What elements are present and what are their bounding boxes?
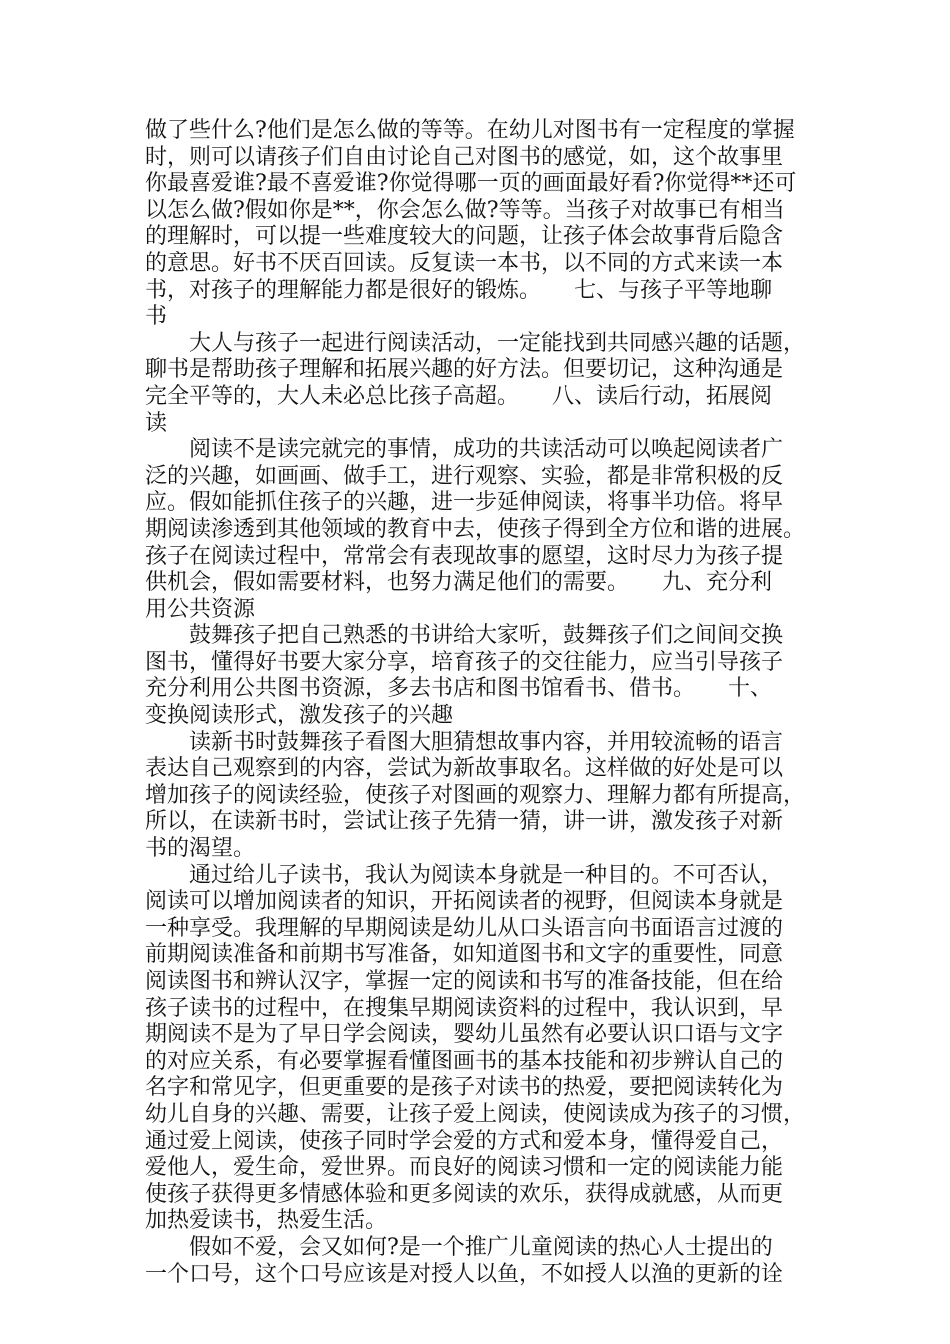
text-line: 阅读可以增加阅读者的知识，开拓阅读者的视野，但阅读本身就是 [145,889,784,915]
text-line: 的意思。好书不厌百回读。反复读一本书，以不同的方式来读一本 [145,250,784,276]
text-line: 的对应关系，有必要掌握看懂图画书的基本技能和初步辨认自己的 [145,1048,784,1074]
text-line: 阅读不是读完就完的事情，成功的共读活动可以唤起阅读者广 [145,437,784,463]
text-line: 你最喜爱谁?最不喜爱谁?你觉得哪一页的画面最好看?你觉得**还可 [145,171,797,197]
text-line: 通过给儿子读书，我认为阅读本身就是一种目的。不可否认， [145,862,784,888]
text-line: 的理解时，可以提一些难度较大的问题，让孩子体会故事背后隐含 [145,224,784,250]
text-line: 泛的兴趣，如画画、做手工，进行观察、实验，都是非常积极的反 [145,463,784,489]
text-line: 用公共资源 [145,596,256,622]
text-line: 读 [145,410,168,436]
text-line: 名字和常见字，但更重要的是孩子对读书的热爱，要把阅读转化为 [145,1075,784,1101]
text-line: 一个口号，这个口号应该是对授人以鱼，不如授人以渔的更新的诠 [145,1261,784,1287]
text-line: 大人与孩子一起进行阅读活动，一定能找到共同感兴趣的话题， [145,330,806,356]
text-line: 时，则可以请孩子们自由讨论自己对图书的感觉，如，这个故事里 [145,144,784,170]
text-line: 加热爱读书，热爱生活。 [145,1208,388,1234]
text-line: 通过爱上阅读，使孩子同时学会爱的方式和爱本身，懂得爱自己， [145,1128,784,1154]
text-line: 增加孩子的阅读经验，使孩子对图画的观察力、理解力都有所提高， [145,782,806,808]
text-line: 使孩子获得更多情感体验和更多阅读的欢乐，获得成就感，从而更 [145,1181,784,1207]
text-line: 孩子读书的过程中，在搜集早期阅读资料的过程中，我认识到，早 [145,995,784,1021]
text-line: 书 [145,304,168,330]
text-line: 表达自己观察到的内容，尝试为新故事取名。这样做的好处是可以 [145,756,784,782]
text-line: 幼儿自身的兴趣、需要，让孩子爱上阅读，使阅读成为孩子的习惯， [145,1101,806,1127]
text-line: 鼓舞孩子把自己熟悉的书讲给大家听，鼓舞孩子们之间间交换 [145,623,784,649]
text-line: 阅读图书和辨认汉字，掌握一定的阅读和书写的准备技能，但在给 [145,969,784,994]
text-line: 供机会，假如需要材料，也努力满足他们的需要。 九、充分利 [145,570,773,596]
text-line: 期阅读不是为了早日学会阅读，婴幼儿虽然有必要认识口语与文字 [145,1022,784,1048]
text-line: 变换阅读形式，激发孩子的兴趣 [145,703,454,729]
text-line: 所以，在读新书时，尝试让孩子先猜一猜，讲一讲，激发孩子对新 [145,809,784,835]
text-line: 应。假如能抓住孩子的兴趣，进一步延伸阅读，将事半功倍。将早 [145,490,784,516]
text-line: 充分利用公共图书资源，多去书店和图书馆看书、借书。 十、 [145,676,773,702]
text-line: 期阅读渗透到其他领域的教育中去，使孩子得到全方位和谐的进展。 [145,516,806,542]
text-line: 书，对孩子的理解能力都是很好的锻炼。 七、与孩子平等地聊 [145,277,773,303]
text-line: 孩子在阅读过程中，常常会有表现故事的愿望，这时尽力为孩子提 [145,543,784,569]
text-line: 假如不爱，会又如何?是一个推广儿童阅读的热心人士提出的 [145,1234,773,1260]
text-line: 一种享受。我理解的早期阅读是幼儿从口头语言向书面语言过渡的 [145,915,784,941]
text-line: 以怎么做?假如你是**，你会怎么做?等等。当孩子对故事已有相当 [145,197,785,223]
text-line: 爱他人，爱生命，爱世界。而良好的阅读习惯和一定的阅读能力能 [145,1155,784,1181]
text-line: 做了些什么?他们是怎么做的等等。在幼儿对图书有一定程度的掌握 [145,118,795,143]
text-line: 完全平等的，大人未必总比孩子高超。 八、读后行动，拓展阅 [145,383,773,409]
text-line: 书的渴望。 [145,836,256,862]
body-text [145,118,810,1288]
text-line: 读新书时鼓舞孩子看图大胆猜想故事内容，并用较流畅的语言 [145,729,784,755]
text-line: 聊书是帮助孩子理解和拓展兴趣的好方法。但要切记，这种沟通是 [145,357,784,383]
text-line: 前期阅读准备和前期书写准备，如知道图书和文字的重要性，同意 [145,942,784,968]
text-line: 图书，懂得好书要大家分享，培育孩子的交往能力，应当引导孩子 [145,649,784,675]
